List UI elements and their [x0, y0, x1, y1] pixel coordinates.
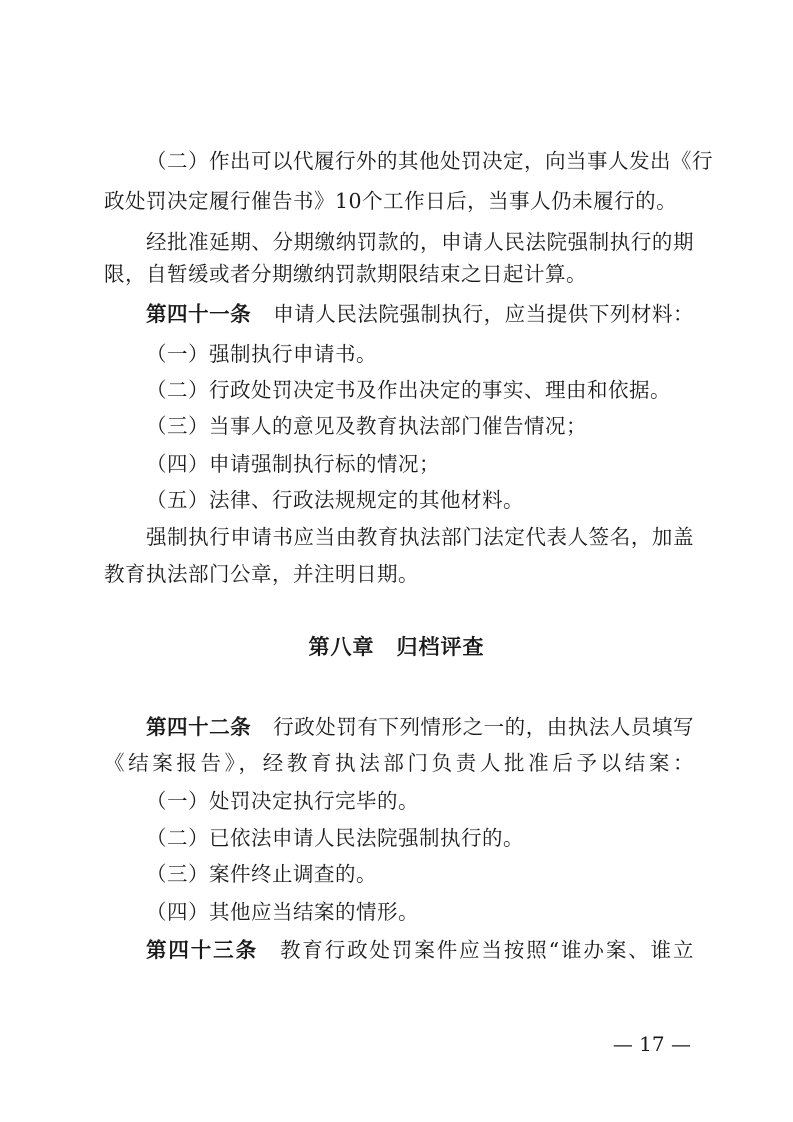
paragraph-line: 《结案报告》，经教育执法部门负责人批准后予以结案： [104, 751, 694, 775]
article-42-text: 行政处罚有下列情形之一的，由执法人员填写 [273, 715, 695, 739]
article-43-text: 教育行政处罚案件应当按照“谁办案、谁立 [279, 938, 695, 962]
list-item: （二）行政处罚决定书及作出决定的事实、理由和依据。 [146, 378, 671, 402]
chapter-number: 第八章 [308, 635, 375, 659]
list-item: （五）法律、行政法规规定的其他材料。 [146, 488, 524, 512]
article-43-heading: 第四十三条 [146, 938, 258, 962]
article-43-first-line [146, 935, 694, 965]
list-item: （三）案件终止调查的。 [146, 862, 377, 886]
list-item: （四）申请强制执行标的情况； [146, 452, 440, 476]
paragraph-line: 强制执行申请书应当由教育执法部门法定代表人签名，加盖 [146, 525, 694, 549]
paragraph-line: 限，自暂缓或者分期缴纳罚款期限结束之日起计算。 [104, 262, 587, 286]
chapter-heading [0, 632, 793, 662]
chapter-title: 归档评查 [396, 635, 485, 659]
list-item: （二）已依法申请人民法院强制执行的。 [146, 826, 524, 850]
paragraph-line: （二）作出可以代履行外的其他处罚决定，向当事人发出《行 [146, 149, 713, 173]
article-41-text: 申请人民法院强制执行，应当提供下列材料： [273, 302, 695, 326]
paragraph-line: 经批准延期、分期缴纳罚款的，申请人民法院强制执行的期 [146, 230, 694, 254]
list-item: （一）强制执行申请书。 [146, 342, 377, 366]
paragraph-line: 政处罚决定履行催告书》10个工作日后，当事人仍未履行的。 [104, 189, 678, 213]
article-41-heading: 第四十一条 [146, 302, 252, 326]
article-42-heading: 第四十二条 [146, 715, 252, 739]
list-item: （一）处罚决定执行完毕的。 [146, 789, 419, 813]
list-item: （四）其他应当结案的情形。 [146, 900, 419, 924]
list-item: （三）当事人的意见及教育执法部门催告情况； [146, 414, 587, 438]
article-42-first-line [146, 712, 694, 742]
article-41-first-line [146, 299, 694, 329]
page-number: — 17 — [612, 1032, 691, 1056]
paragraph-line: 教育执法部门公章，并注明日期。 [104, 562, 419, 586]
